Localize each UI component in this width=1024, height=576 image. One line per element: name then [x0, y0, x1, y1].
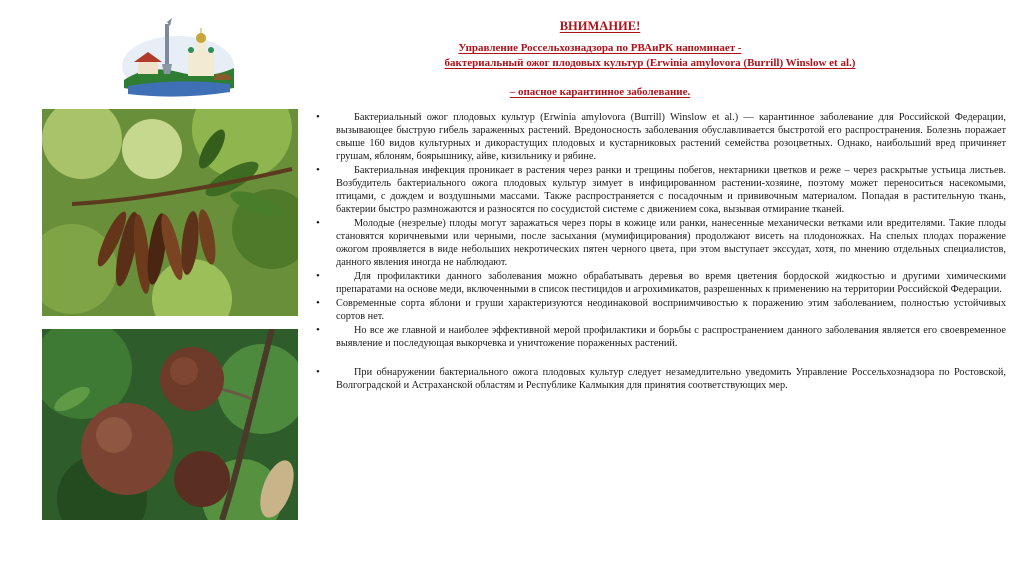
bullet-text: Молодые (незрелые) плоды могут заражаться через поры в кожице или ранки, нанесенные механически ветками или вредителями. Такие плоды становятся коричневыми или черными, после засыхания (мумифицирования) продолжают висеть на плодоножках. На спелых плодах поражение ожогом проявляется в виде небольших некротических пятен черного цвета, при этом выступает экссудат, хотя, по мнению отдельных специалистов, данного явления иногда не наблюдают.	[336, 218, 1006, 268]
attention-heading: ВНИМАНИЕ!	[559, 19, 641, 33]
bullet-text: Бактериальная инфекция проникает в растения через ранки и трещины побегов, нектарники цветков и реже – через раскрытые устьица листьев. Возбудитель бактериального ожога плодовых культур зимует в инфицированном растении-хозяине, поэтому может переноситься насекомыми, птицами, с дождем и воздушными массами. Также распространяется с посадочным и прививочным материалом. Попадая в растительную ткань, бактерии быстро размножаются и разносятся по сосудистой системе с движением сока, вызывая отмирание тканей.	[336, 165, 1006, 215]
list-item	[312, 366, 1006, 392]
bullet-text: Бактериальный ожог плодовых культур (Erwinia amylovora (Burrill) Winslow et al.) — карантинное заболевание для Российской Федерации, вызывающее быструю гибель зараженных растений. Вредоносность заболевания обуславливается быстротой его распространения. Болезнь поражает свыше 160 видов культурных и дикорастущих плодовых и кустарниковых растений семейства розоцветных. Однако, наибольший вред причиняет грушам, яблоням, боярышнику, айве, кизильнику и рябине.	[336, 112, 1006, 162]
list-item	[312, 324, 1006, 350]
bullet-marker: •	[316, 270, 320, 282]
header-quarantine-note: – опасное карантинное заболевание.	[509, 86, 691, 98]
list-item	[312, 270, 1006, 296]
bullet-marker: •	[316, 164, 320, 176]
regional-landmarks-logo	[118, 14, 238, 104]
bullet-marker: •	[316, 366, 320, 378]
bullet-text: Для профилактики данного заболевания можно обрабатывать деревья во время цветения бордоской жидкостью и другими химическими препаратами на основе меди, включенными в список пестицидов и агрохимикатов, разрешенных к применению на территории Российской Федерации.	[336, 271, 1006, 295]
bullet-marker: •	[316, 111, 320, 123]
bullet-text: Но все же главной и наиболее эффективной мерой профилактики и борьбы с распространением данного заболевания является его своевременное выявление и последующая выкорчевка и уничтожение пораженных растений.	[336, 325, 1006, 349]
list-item	[312, 111, 1006, 163]
bullet-text: При обнаружении бактериального ожога плодовых культур следует незамедлительно уведомить Управление Россельхознадзора по Ростовской, Волгоградской и Астраханской областям и Республике Калмыкия для принятия соответствующих мер.	[336, 367, 1006, 391]
info-bullet-list	[312, 111, 1006, 393]
photo-burnt-leaves	[42, 109, 298, 316]
bullet-text: Современные сорта яблони и груши характеризуются неодинаковой восприимчивостью к поражению этим заболеванием, полностью устойчивых сортов нет.	[336, 298, 1006, 322]
bullet-marker: •	[316, 297, 320, 309]
list-item	[312, 217, 1006, 269]
header-subtitle: Управление Россельхознадзора по РВАиРК напоминает -	[458, 42, 742, 54]
bullet-marker: •	[316, 217, 320, 229]
list-item	[312, 164, 1006, 216]
list-item	[312, 297, 1006, 323]
header-disease-name: бактериальный ожог плодовых культур (Erwinia amylovora (Burrill) Winslow et al.)	[444, 57, 856, 69]
photo-mummified-fruits	[42, 329, 298, 520]
bullet-marker: •	[316, 324, 320, 336]
